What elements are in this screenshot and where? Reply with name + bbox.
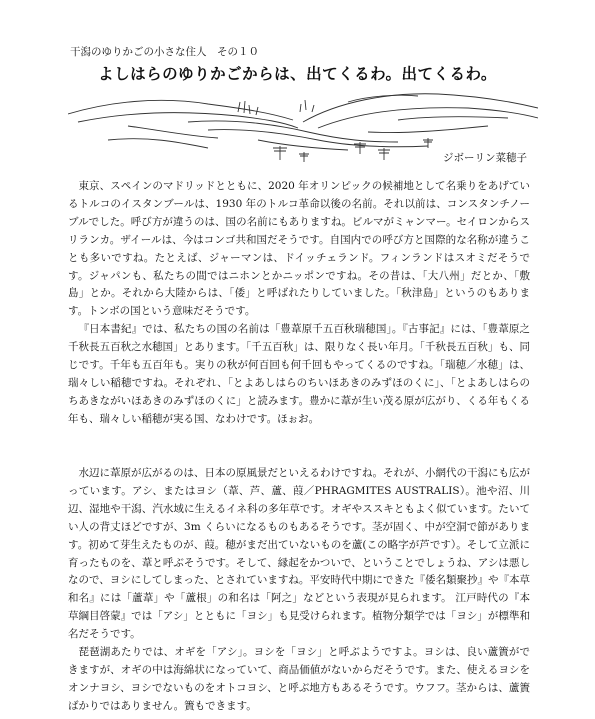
paragraph: 水辺に葦原が広がるのは、日本の原風景だといえるわけですね。それが、小網代の干潟にも広がっています。アシ、またはヨシ（葦、芦、蘆、葭／PHRAGMITES AUSTRALIS）。池や沼、川辺、湿地や干潟、汽水域に生えるイネ科の多年草です。オギやススキともよく似ています。たいてい人の背丈ほどですが、3m くらいになるものもあるそうです。茎が固く、中が空洞で節があります。初めて芽生えたものが、葭。穂がまだ出ていないものを蘆(この略字が芦です）。そして立派に育ったものを、葦と呼ぶそうです。そして、縁起をかついで、ということでしょうね、アシは悪しなので、ヨシにしてしまった、とされていますね。平安時代中期にできた『倭名類聚抄』や『本草和名』には「蘆葦」や「蘆根」の和名は「阿之」などという表現が見られます。 江戸時代の『本草綱目啓蒙』では「アシ」とともに「ヨシ」も見受けられます。植物分類学では「ヨシ」が標準和名だそうです。 <box>68 467 530 641</box>
paragraph: 琵琶湖あたりでは、オギを「アシ」。ヨシを「ヨシ」と呼ぶようですよ。ヨシは、良い蘆簀ができますが、オギの中は海綿状になっていて、商品価値がないからだそうです。また、使えるヨシをオンナヨシ、ヨシでないものをオトコヨシ、と呼ぶ地方もあるそうです。ウフフ。茎からは、蘆簀ばかりではありません。簀もできます。 <box>68 646 530 712</box>
paragraph: 『日本書紀』では、私たちの国の名前は「豊葦原千五百秋瑞穂国」。『古事記』には、「豊葦原之千秋長五百秋之水穂国」とあります。「千五百秋」は、限りなく長い年月。「千秋長五百秋」も、同じです。千年も五百年も。実りの秋が何百回も何千回もやってくるのですね。「瑞穂／水穂」は、瑞々しい稲穂ですね。それぞれ、「とよあしはらのちいほあきのみずほのくに」、「とよあしはらのちあきながいほあきのみずほのくに」と読みます。豊かに葦が生い茂る原が広がり、くる年もくる年も、瑞々しい稲穂が実る国、なわけです。ほぉお。 <box>68 323 530 425</box>
series-label: 干潟のゆりかごの小さな住人 その１０ <box>70 46 259 58</box>
author-name: ジボーリン菜穂子 <box>443 152 527 164</box>
article-title: よしはらのゆりかごからは、出てくるわ。出てくるわ。 <box>98 65 497 83</box>
article-section-2 <box>68 465 530 716</box>
paragraph: 東京、スペインのマドリッドとともに、2020 年オリンピックの候補地として名乗りをあげているトルコのイスタンブールは、1930 年のトルコ革命以後の名前。それ以前は、コンスタンチノーブルでした。呼び方が違うのは、国の名前にもありますね。ビルマがミャンマー。セイロンからスリランカ。ザイールは、今はコンゴ共和国だそうです。自国内での呼び方と国際的な名称が違うことも多いですね。たとえば、ジャーマンは、ドイッチェランド。フィンランドはスオミだそうです。ジャパンも、私たちの間ではニホンとかニッポンですね。その昔は、「大八州」だとか、「敷島」とか。それから大陸からは、「倭」と呼ばれたりしていました。「秋津島」というのもあります。トンボの国という意味だそうです。 <box>68 180 530 318</box>
article-section-1 <box>68 178 530 429</box>
